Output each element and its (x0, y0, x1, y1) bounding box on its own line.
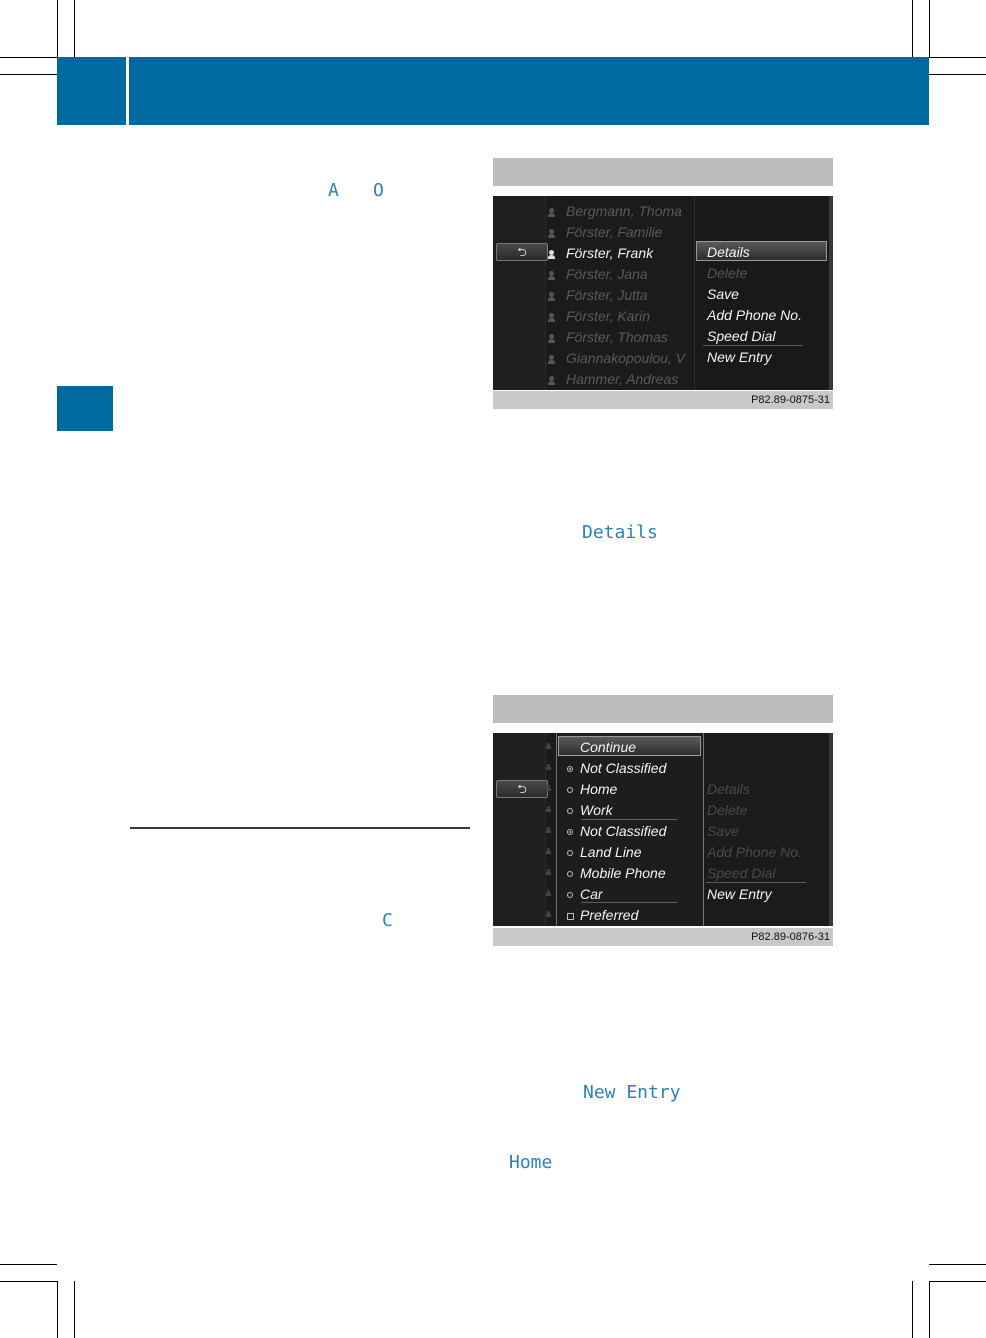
category-item[interactable]: Mobile Phone (580, 865, 666, 881)
radio-icon (567, 787, 573, 793)
menu-item[interactable]: Add Phone No. (707, 307, 802, 323)
term-new-entry: New Entry (583, 1082, 681, 1103)
menu-item[interactable]: New Entry (707, 349, 772, 365)
chapter-tab (57, 57, 129, 125)
category-item[interactable]: Home (580, 781, 618, 797)
crop-mark (929, 1264, 986, 1265)
contact-icon (546, 869, 551, 875)
contact-icon (548, 334, 556, 342)
crop-mark (57, 1281, 58, 1338)
contact-icon (546, 848, 551, 854)
term-o: O (373, 180, 384, 201)
contact-row[interactable]: Förster, Frank (566, 245, 654, 261)
crop-mark (74, 1281, 75, 1338)
menu-item[interactable]: Speed Dial (707, 328, 776, 344)
contact-icon (548, 208, 556, 216)
category-item[interactable]: Not Classified (580, 760, 667, 776)
back-button[interactable]: ⮌ (496, 780, 548, 798)
contact-row[interactable]: Giannakopoulou, V (566, 350, 686, 366)
menu-item: Save (707, 823, 739, 839)
menu-separator (581, 819, 677, 820)
crop-mark (912, 0, 913, 57)
menu-item: Delete (707, 265, 748, 281)
category-item[interactable]: Land Line (580, 844, 642, 860)
contact-icon (546, 806, 551, 812)
radio-icon (567, 808, 573, 814)
menu-item: Add Phone No. (707, 844, 802, 860)
back-column (493, 196, 546, 390)
contact-row[interactable]: Hammer, Andreas (566, 371, 679, 387)
contact-row[interactable]: Förster, Jana (566, 266, 648, 282)
contact-icon (546, 764, 551, 770)
category-item[interactable]: Car (580, 886, 603, 902)
figure2-screen (493, 733, 833, 926)
menu-separator (581, 902, 677, 903)
category-item[interactable]: Work (580, 802, 613, 818)
term-c: C (382, 910, 393, 931)
crop-mark (929, 1281, 930, 1338)
contact-icon (546, 890, 551, 896)
radio-icon (567, 871, 573, 877)
contact-icon (548, 271, 556, 279)
contact-icon (548, 229, 556, 237)
contact-row[interactable]: Bergmann, Thoma (566, 203, 682, 219)
contact-icon (548, 376, 556, 384)
back-column (493, 733, 546, 926)
contact-icon (548, 313, 556, 321)
menu-item[interactable]: Save (707, 286, 739, 302)
page-header-bar (57, 57, 929, 125)
crop-mark (929, 0, 930, 57)
crop-mark (912, 1281, 913, 1338)
category-item[interactable]: Continue (580, 739, 637, 755)
category-item[interactable]: Not Classified (580, 823, 667, 839)
figure1-caption: P82.89-0875-31 (493, 391, 833, 409)
crop-mark (0, 57, 57, 58)
menu-item[interactable]: New Entry (707, 886, 772, 902)
term-a: A (328, 180, 339, 201)
section-divider (130, 827, 470, 829)
scrollbar[interactable] (829, 196, 833, 390)
radio-icon (567, 892, 573, 898)
term-home: Home (509, 1152, 553, 1173)
scrollbar[interactable] (829, 733, 833, 926)
crop-mark (0, 1264, 57, 1265)
crop-mark (0, 74, 57, 75)
contact-icon (546, 827, 551, 833)
contact-icon (546, 911, 551, 917)
crop-mark (929, 74, 986, 75)
menu-item: Details (707, 781, 750, 797)
contact-icon (548, 250, 556, 258)
back-button[interactable]: ⮌ (496, 243, 548, 261)
figure1-header (493, 158, 833, 186)
crop-mark (929, 57, 986, 58)
radio-icon (567, 829, 573, 835)
contact-icon (546, 785, 551, 791)
crop-mark (57, 0, 58, 57)
crop-mark (74, 0, 75, 57)
radio-icon (567, 766, 573, 772)
contact-icon (546, 743, 551, 749)
radio-icon (567, 850, 573, 856)
menu-item: Speed Dial (707, 865, 776, 881)
menu-separator (703, 345, 803, 346)
menu-separator (706, 882, 806, 883)
contact-row[interactable]: Förster, Karin (566, 308, 651, 324)
menu-item[interactable]: Details (707, 244, 750, 260)
figure2-header (493, 695, 833, 723)
crop-mark (0, 1281, 57, 1282)
contact-row[interactable]: Förster, Familie (566, 224, 663, 240)
category-item[interactable]: Preferred (580, 907, 639, 923)
contact-row[interactable]: Förster, Jutta (566, 287, 648, 303)
menu-item: Delete (707, 802, 748, 818)
checkbox-icon (567, 913, 574, 920)
figure2-caption: P82.89-0876-31 (493, 928, 833, 946)
contact-row[interactable]: Förster, Thomas (566, 329, 668, 345)
contact-icon (548, 355, 556, 363)
contact-icon (548, 292, 556, 300)
crop-mark (929, 1281, 986, 1282)
figure1-screen (493, 196, 833, 390)
side-chapter-marker (57, 386, 113, 431)
term-details: Details (582, 522, 658, 543)
